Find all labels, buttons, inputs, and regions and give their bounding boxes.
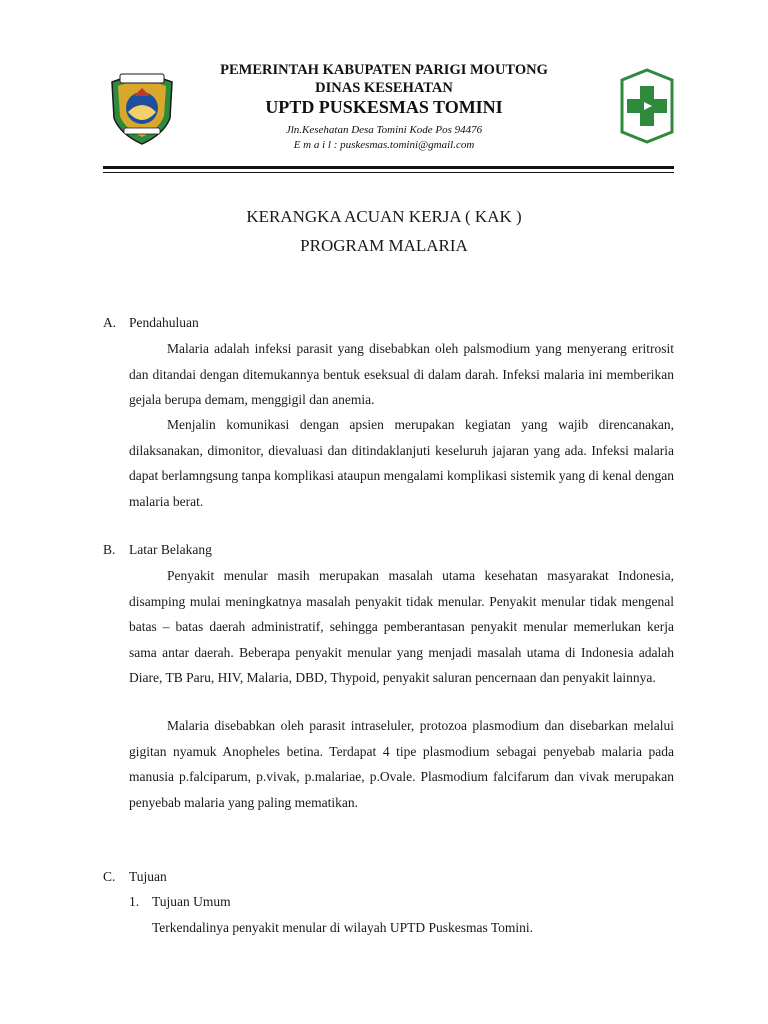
section-a-letter: A. — [103, 315, 117, 330]
section-b-paragraph-1: Penyakit menular masih merupakan masalah utama kesehatan masyarakat Indonesia, disamping mulai meningkatnya masalah penyakit tidak menular. Penyakit menular tidak mengenal batas – batas daerah administratif, sehingga pemberantasan penyakit menular memerlukan kerja sama antar daerah. Beberapa penyakit menular yang menjadi masalah utama di Indonesia adalah Diare, TB Paru, HIV, Malaria, DBD, Thypoid, penyakit saluran pencernaan dan penyakit lainnya. — [129, 568, 674, 685]
address: Jln.Kesehatan Desa Tomini Kode Pos 94476 — [285, 124, 483, 136]
unit-name: UPTD PUSKESMAS TOMINI — [265, 97, 503, 117]
header-rule-thin — [103, 172, 674, 173]
government-name: PEMERINTAH KABUPATEN PARIGI MOUTONG — [220, 62, 548, 78]
subsection-1-heading: Tujuan Umum — [152, 894, 231, 909]
section-a-paragraph-2: Menjalin komunikasi dengan apsien merupakan kegiatan yang wajib direncanakan, dilaksanakan, dimonitor, dievaluasi dan ditindaklanjuti keseluruh jajaran yang ada. Infeksi malaria dapat berlamngsung tanpa komplikasi ataupun mengalami komplikasi sistemik yang di kenal dengan malaria berat. — [129, 417, 674, 509]
section-b-letter: B. — [103, 542, 116, 557]
section-b-paragraph-2: Malaria disebabkan oleh parasit intraseluler, protozoa plasmodium dan disebarkan melalui gigitan nyamuk Anopheles betina. Terdapat 4 tipe plasmodium sebagai penyebab malaria pada manusia p.falciparum, p.vivak, p.malariae, p.Ovale. Plasmodium falcifarum dan vivak merupakan penyebab malaria yang paling mematikan. — [129, 718, 674, 810]
section-b-heading: Latar Belakang — [129, 542, 212, 557]
subsection-1-text: Terkendalinya penyakit menular di wilayah UPTD Puskesmas Tomini. — [152, 920, 534, 935]
section-a-paragraph-1: Malaria adalah infeksi parasit yang disebabkan oleh palsmodium yang menyerang eritrosit dan ditandai dengan ditemukannya bentuk eseksual di dalam darah. Infeksi malaria ini memberikan gejala berupa demam, menggigil dan anemia. — [129, 341, 674, 407]
section-c-heading: Tujuan — [129, 869, 167, 884]
subsection-1-number: 1. — [129, 894, 140, 909]
puskesmas-cross-icon — [618, 68, 676, 144]
header-rule-thick — [103, 166, 674, 169]
section-a-heading: Pendahuluan — [129, 315, 199, 330]
program-title: PROGRAM MALARIA — [300, 236, 468, 255]
document-title: KERANGKA ACUAN KERJA ( KAK ) — [246, 207, 522, 226]
department-name: DINAS KESEHATAN — [315, 80, 453, 96]
section-c-letter: C. — [103, 869, 116, 884]
email: E m a i l : puskesmas.tomini@gmail.com — [293, 139, 475, 151]
